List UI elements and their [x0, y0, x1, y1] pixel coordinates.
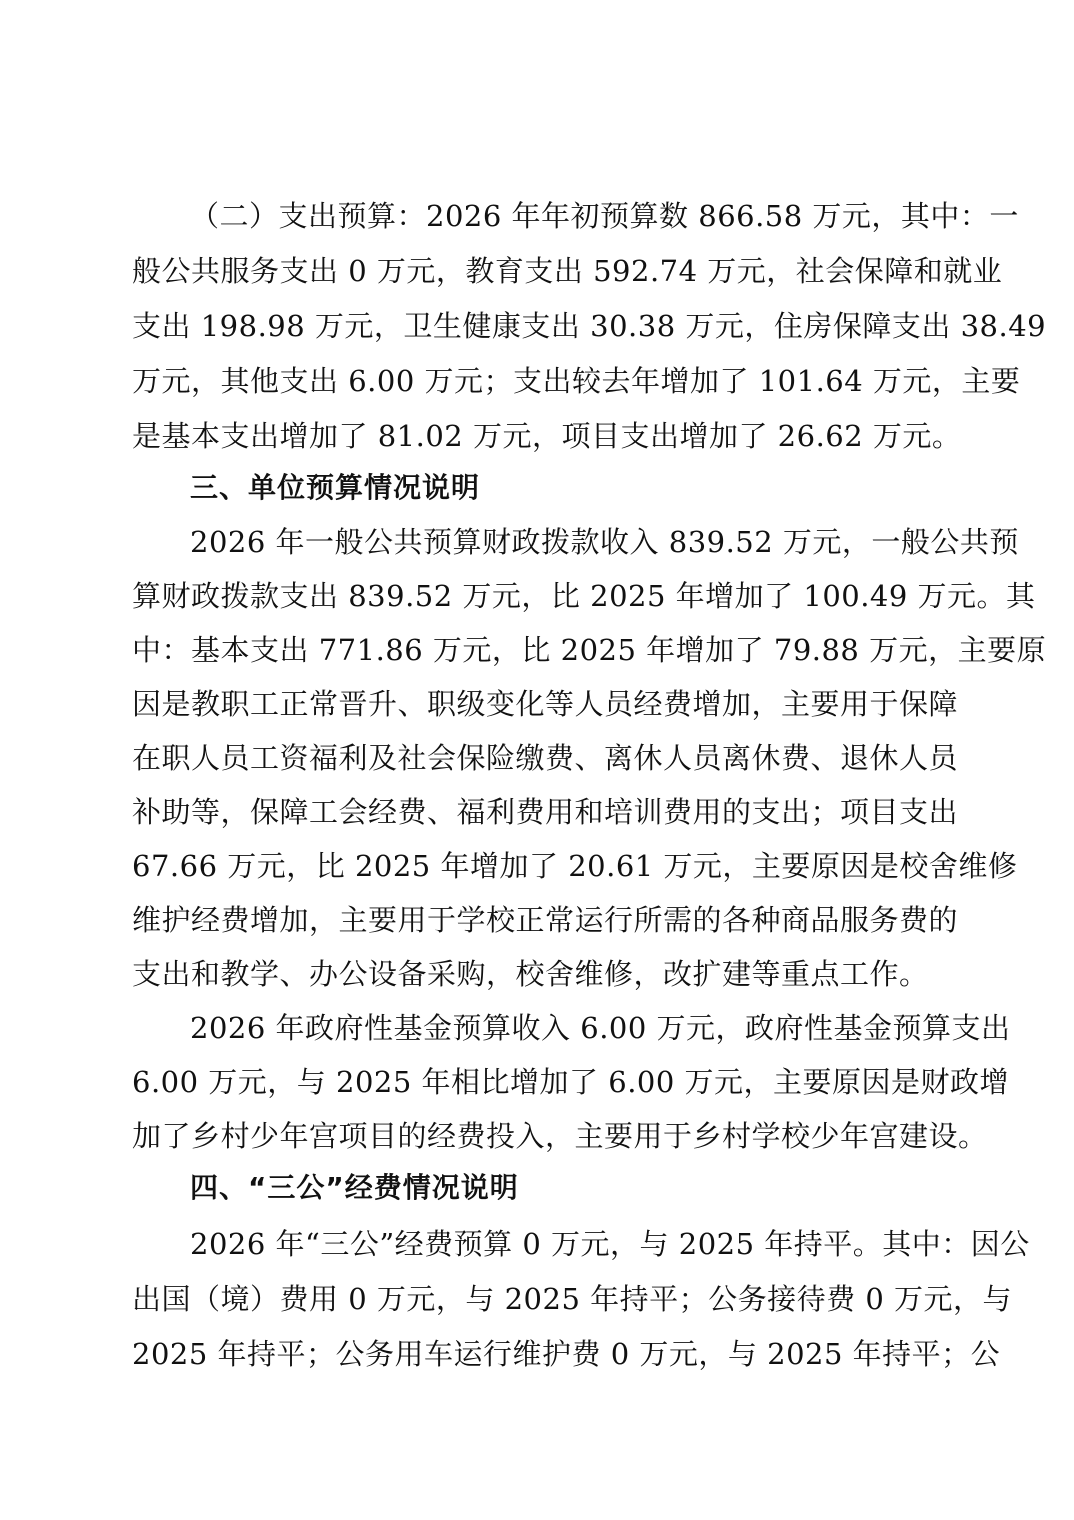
paragraph-line: 6.00 万元，与 2025 年相比增加了 6.00 万元，主要原因是财政增: [132, 1065, 1010, 1099]
paragraph-line: 支出和教学、办公设备采购，校舍维修，改扩建等重点工作。: [132, 957, 929, 991]
paragraph-line: 是基本支出增加了 81.02 万元，项目支出增加了 26.62 万元。: [132, 419, 962, 453]
paragraph-line: 因是教职工正常晋升、职级变化等人员经费增加，主要用于保障: [132, 687, 959, 721]
paragraph-line: 算财政拨款支出 839.52 万元，比 2025 年增加了 100.49 万元。其: [132, 579, 1036, 613]
paragraph-line: 出国（境）费用 0 万元，与 2025 年持平；公务接待费 0 万元，与: [132, 1282, 1013, 1316]
paragraph-line: 在职人员工资福利及社会保险缴费、离休人员离休费、退休人员: [132, 741, 959, 775]
paragraph-line: 2026 年一般公共预算财政拨款收入 839.52 万元，一般公共预: [190, 525, 1019, 559]
paragraph-line: 维护经费增加，主要用于学校正常运行所需的各种商品服务费的: [132, 903, 959, 937]
paragraph-line: 2026 年政府性基金预算收入 6.00 万元，政府性基金预算支出: [190, 1011, 1011, 1045]
paragraph-line: 补助等，保障工会经费、福利费用和培训费用的支出；项目支出: [132, 795, 959, 829]
paragraph-line: 2025 年持平；公务用车运行维护费 0 万元，与 2025 年持平；公: [132, 1337, 1001, 1371]
section-heading: 四、“三公”经费情况说明: [190, 1171, 519, 1204]
paragraph-line: 支出 198.98 万元，卫生健康支出 30.38 万元，住房保障支出 38.49: [132, 309, 1047, 343]
paragraph-line: （二）支出预算：2026 年年初预算数 866.58 万元，其中：一: [190, 199, 1019, 233]
paragraph-line: 般公共服务支出 0 万元，教育支出 592.74 万元，社会保障和就业: [132, 254, 1003, 288]
paragraph-line: 67.66 万元，比 2025 年增加了 20.61 万元，主要原因是校舍维修: [132, 849, 1018, 883]
paragraph-line: 加了乡村少年宫项目的经费投入，主要用于乡村学校少年宫建设。: [132, 1119, 988, 1153]
paragraph-line: 中：基本支出 771.86 万元，比 2025 年增加了 79.88 万元，主要原: [132, 633, 1047, 667]
section-heading: 三、单位预算情况说明: [190, 471, 481, 504]
paragraph-line: 万元，其他支出 6.00 万元；支出较去年增加了 101.64 万元，主要: [132, 364, 1021, 398]
paragraph-line: 2026 年“三公”经费预算 0 万元，与 2025 年持平。其中：因公: [190, 1227, 1030, 1261]
